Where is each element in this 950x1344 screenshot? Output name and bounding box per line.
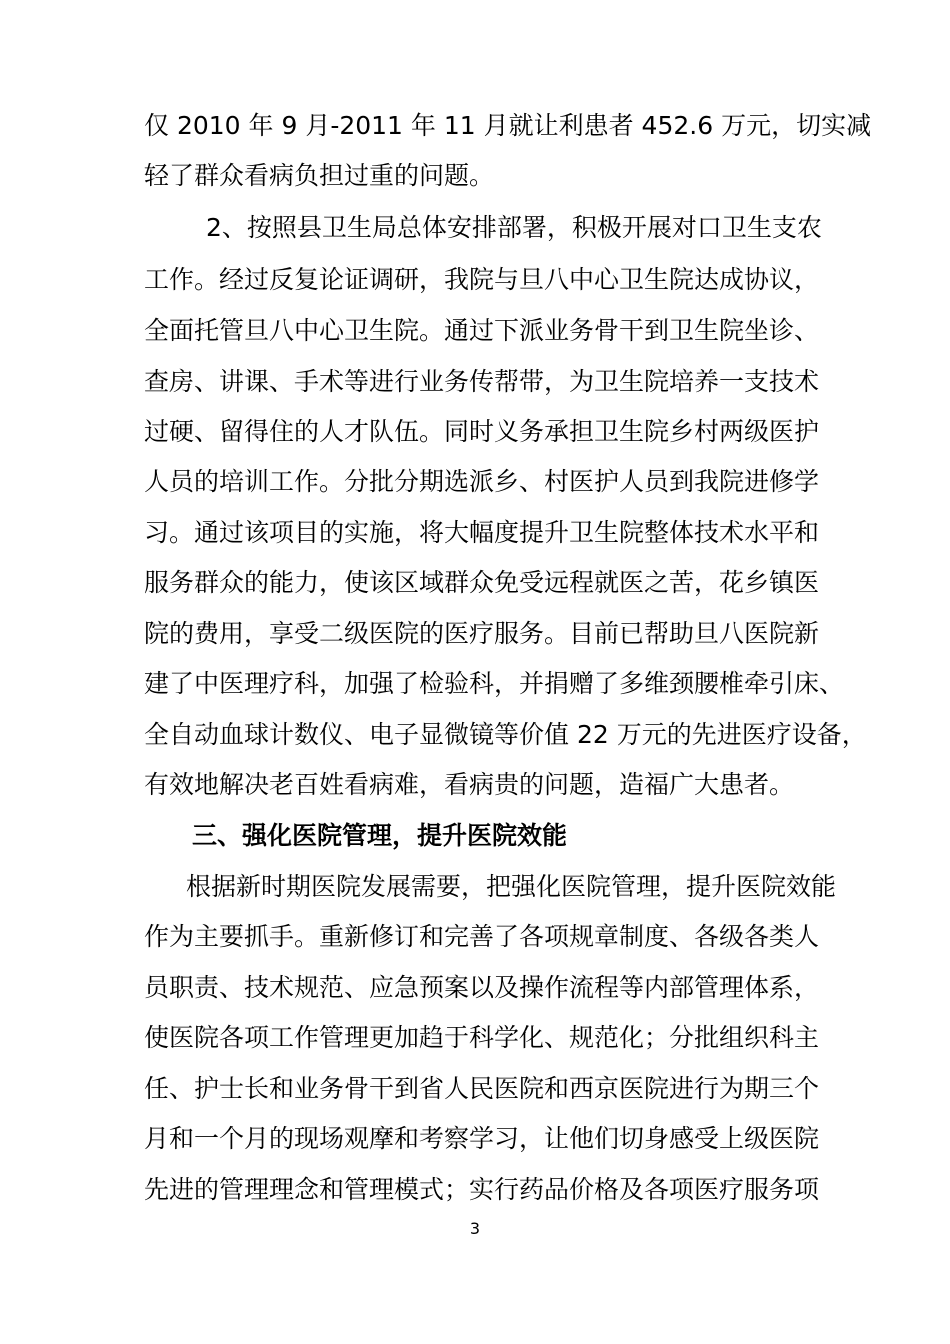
body-text-line: 建了中医理疗科，加强了检验科，并捐赠了多维颈腰椎牵引床、	[144, 669, 845, 698]
body-text-line: 习。通过该项目的实施，将大幅度提升卫生院整体技术水平和	[144, 518, 820, 547]
body-text-line: 人员的培训工作。分批分期选派乡、村医护人员到我院进修学	[144, 467, 820, 496]
paragraph-first-line: 根据新时期医院发展需要，把强化医院管理，提升医院效能	[186, 872, 837, 901]
body-text-line: 仅 2010 年 9 月-2011 年 11 月就让利患者 452.6 万元，切实减	[144, 111, 872, 140]
body-text-line: 作为主要抓手。重新修订和完善了各项规章制度、各级各类人	[144, 922, 820, 951]
body-text-line: 任、护士长和业务骨干到省人民医院和西京医院进行为期三个	[144, 1074, 820, 1103]
body-text-line: 员职责、技术规范、应急预案以及操作流程等内部管理体系，	[144, 973, 820, 1002]
page-number: 3	[469, 1219, 481, 1238]
body-text-line: 服务群众的能力，使该区域群众免受远程就医之苦，花乡镇医	[144, 568, 820, 597]
body-text-line: 工作。经过反复论证调研，我院与旦八中心卫生院达成协议，	[144, 265, 820, 294]
body-text-line: 先进的管理理念和管理模式；实行药品价格及各项医疗服务项	[144, 1175, 820, 1204]
body-text-line: 使医院各项工作管理更加趋于科学化、规范化；分批组织科主	[144, 1023, 820, 1052]
body-text-line: 过硬、留得住的人才队伍。同时义务承担卫生院乡村两级医护	[144, 417, 820, 446]
section-heading: 三、强化医院管理，提升医院效能	[192, 821, 568, 850]
paragraph-first-line: 2、按照县卫生局总体安排部署，积极开展对口卫生支农	[206, 213, 822, 242]
body-text-line: 查房、讲课、手术等进行业务传帮带，为卫生院培养一支技术	[144, 367, 820, 396]
body-text-line: 全面托管旦八中心卫生院。通过下派业务骨干到卫生院坐诊、	[144, 316, 820, 345]
body-text-line: 全自动血球计数仪、电子显微镜等价值 22 万元的先进医疗设备，	[144, 720, 867, 749]
body-text-line: 月和一个月的现场观摩和考察学习，让他们切身感受上级医院	[144, 1124, 820, 1153]
body-text-line: 院的费用，享受二级医院的医疗服务。目前已帮助旦八医院新	[144, 619, 820, 648]
body-text-line: 有效地解决老百姓看病难，看病贵的问题，造福广大患者。	[144, 770, 795, 799]
body-text-line: 轻了群众看病负担过重的问题。	[144, 161, 495, 190]
